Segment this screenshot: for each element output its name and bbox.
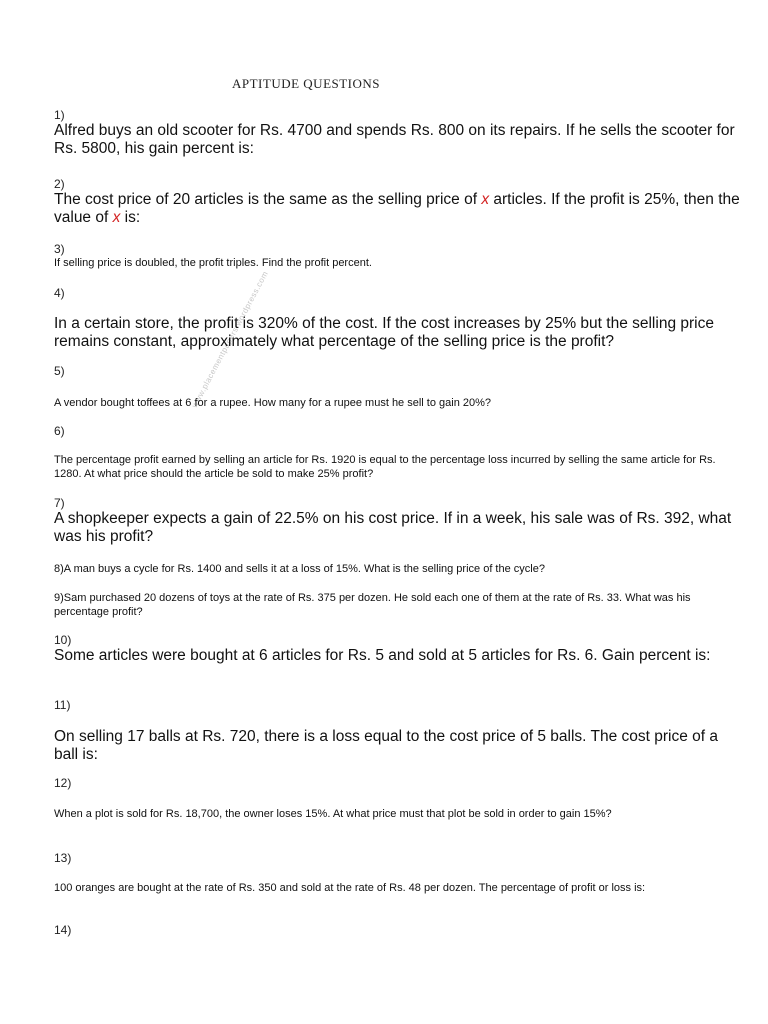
question-text-part: articles. If the profit is 25%, then the value of: [54, 191, 740, 226]
question-6: [54, 424, 744, 438]
question-text-part: The cost price of 20 articles is the same as the selling price of: [54, 191, 482, 208]
question-10: [54, 633, 744, 665]
page-title: APTITUDE QUESTIONS: [232, 76, 381, 91]
question-number: 4): [54, 286, 65, 300]
variable-x: x: [112, 209, 121, 226]
question-2: [54, 177, 744, 227]
question-text: Alfred buys an old scooter for Rs. 4700 and spends Rs. 800 on its repairs. If he sells the scooter for Rs. 5800, his gain percent is:: [54, 122, 735, 157]
question-number: 11): [54, 698, 71, 712]
question-text-part: is:: [120, 209, 141, 226]
question-number: 6): [54, 424, 65, 438]
question-number: 14): [54, 923, 72, 937]
question-12: [54, 776, 744, 790]
question-1: [54, 108, 744, 158]
question-number: 10): [54, 633, 72, 647]
question-number: 7): [54, 496, 65, 510]
variable-x: x: [481, 191, 490, 208]
question-text: On selling 17 balls at Rs. 720, there is a loss equal to the cost price of 5 balls. The cost price of a ball is:: [54, 728, 718, 763]
question-11: [54, 698, 744, 712]
question-14: [54, 923, 744, 937]
question-4: [54, 286, 744, 300]
question-text: If selling price is doubled, the profit triples. Find the profit percent.: [54, 257, 372, 269]
question-number: 1): [54, 108, 65, 122]
question-13: [54, 851, 744, 865]
question-number: 3): [54, 242, 65, 256]
question-7: [54, 496, 744, 546]
question-text: The percentage profit earned by selling an article for Rs. 1920 is equal to the percentage loss incurred by selling the same article for Rs. 1280. At what price should the article be sold to make 25% profit?: [54, 454, 716, 480]
question-9: 9)Sam purchased 20 dozens of toys at the rate of Rs. 375 per dozen. He sold each one of them at the rate of Rs. 33. What was his percentage profit?: [54, 592, 691, 618]
question-number: 2): [54, 177, 65, 191]
question-text: [54, 191, 744, 227]
question-number: 12): [54, 776, 72, 790]
question-3: [54, 242, 744, 270]
question-number: 13): [54, 851, 72, 865]
question-text: Some articles were bought at 6 articles for Rs. 5 and sold at 5 articles for Rs. 6. Gain percent is:: [54, 647, 711, 664]
question-text: A vendor bought toffees at 6 for a rupee. How many for a rupee must he sell to gain 20%?: [54, 397, 492, 409]
watermark: www.placementpapers.wordpress.com: [190, 269, 270, 410]
question-5: [54, 364, 744, 378]
question-text: 100 oranges are bought at the rate of Rs. 350 and sold at the rate of Rs. 48 per dozen. The percentage of profit or loss is:: [54, 882, 646, 894]
question-text: A shopkeeper expects a gain of 22.5% on his cost price. If in a week, his sale was of Rs. 392, what was his profit?: [54, 510, 732, 545]
question-text: When a plot is sold for Rs. 18,700, the owner loses 15%. At what price must that plot be sold in order to gain 15%?: [54, 808, 612, 820]
question-text: In a certain store, the profit is 320% of the cost. If the cost increases by 25% but the selling price remains constant, approximately what percentage of the selling price is the profit?: [54, 315, 714, 350]
question-8: 8)A man buys a cycle for Rs. 1400 and sells it at a loss of 15%. What is the selling price of the cycle?: [54, 563, 545, 575]
question-number: 5): [54, 364, 65, 378]
